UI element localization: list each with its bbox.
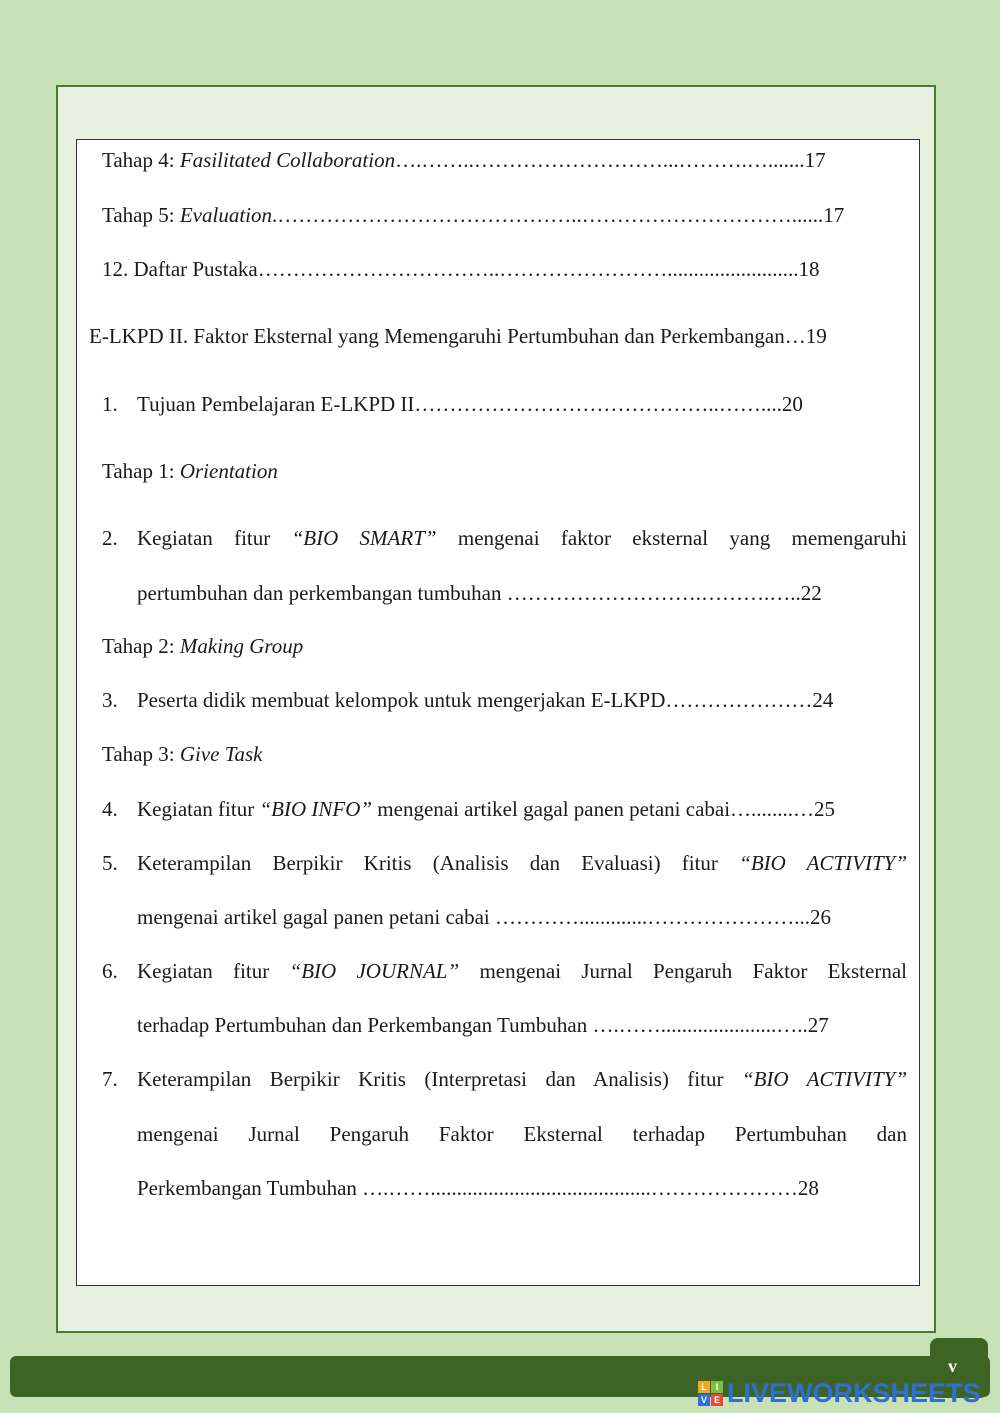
toc-tahap5-page: .……………………………………..…………………………......17 <box>272 203 845 227</box>
item7-line3: Perkembangan Tumbuhan ….……..........................................…………………28 <box>137 1176 819 1200</box>
item7-feature: “BIO ACTIVITY” <box>741 1067 907 1091</box>
stage3-heading <box>102 741 907 767</box>
stage2-heading <box>102 633 907 659</box>
item6-number: 6. <box>102 959 118 983</box>
logo-text: LIVEWORKSHEETS <box>727 1377 981 1408</box>
item2-line2: pertumbuhan dan perkembangan tumbuhan ……………………….……….…..22 <box>137 581 822 605</box>
item4-prefix: Kegiatan fitur <box>137 797 260 821</box>
toc-tahap5-title: Evaluation <box>179 203 272 227</box>
stage3-title: Give Task <box>179 742 263 766</box>
item4-suffix: mengenai artikel gagal panen petani cabai…........…25 <box>372 797 836 821</box>
stage1-heading <box>102 458 907 484</box>
item5-line2: mengenai artikel gagal panen petani cabai ………….............…………………...26 <box>137 905 831 929</box>
item7-line1 <box>137 1066 907 1092</box>
logo-letter-e: E <box>711 1394 723 1406</box>
item6-prefix: Kegiatan fitur <box>137 959 290 983</box>
stage1-title: Orientation <box>179 459 278 483</box>
logo-icon <box>698 1381 723 1406</box>
item5-feature: “BIO ACTIVITY” <box>739 851 907 875</box>
item4-feature: “BIO INFO” <box>259 797 373 821</box>
stage1-prefix: Tahap 1: <box>102 459 180 483</box>
item1-number: 1. <box>102 392 118 416</box>
item2-line1 <box>137 525 907 551</box>
logo-letter-l: L <box>698 1381 710 1393</box>
logo-letter-i: I <box>711 1381 723 1393</box>
item6-feature: “BIO JOURNAL” <box>289 959 460 983</box>
item2-feature: “BIO SMART” <box>291 526 437 550</box>
item7-line2: mengenai Jurnal Pengaruh Faktor Eksternal terhadap Pertumbuhan dan <box>137 1122 907 1146</box>
item4-text <box>137 796 907 822</box>
item6-line1 <box>137 958 907 984</box>
toc-tahap5-prefix: Tahap 5: <box>102 203 180 227</box>
page-number: v <box>948 1356 957 1376</box>
item6-suffix: mengenai Jurnal Pengaruh Faktor Eksternal <box>459 959 907 983</box>
toc-tahap4-title: Fasilitated Collaboration <box>179 148 396 172</box>
stage2-title: Making Group <box>179 634 304 658</box>
item1-text: Tujuan Pembelajaran E-LKPD II……………………………………..……....20 <box>137 392 803 416</box>
item6-line2: terhadap Pertumbuhan dan Perkembangan Tumbuhan ….……......................…..27 <box>137 1013 829 1037</box>
item2-number: 2. <box>102 526 118 550</box>
item3-number: 3. <box>102 688 118 712</box>
item4-number: 4. <box>102 797 118 821</box>
toc-tahap4-page: ….……..………………………...……….….......17 <box>395 148 826 172</box>
item2-prefix: Kegiatan fitur <box>137 526 292 550</box>
item7-number: 7. <box>102 1067 118 1091</box>
toc-daftar-pustaka: 12. Daftar Pustaka……………………………..…………………….........................18 <box>102 257 820 281</box>
toc-tahap4-prefix: Tahap 4: <box>102 148 180 172</box>
item5-number: 5. <box>102 851 118 875</box>
item2-suffix: mengenai faktor eksternal yang memengaruhi <box>436 526 907 550</box>
logo-letter-v: V <box>698 1394 710 1406</box>
toc-tahap5 <box>102 202 907 228</box>
stage3-prefix: Tahap 3: <box>102 742 180 766</box>
item5-line1 <box>137 850 907 876</box>
item5-prefix: Keterampilan Berpikir Kritis (Analisis dan Evaluasi) fitur <box>137 851 740 875</box>
stage2-prefix: Tahap 2: <box>102 634 180 658</box>
toc-tahap4 <box>102 147 907 173</box>
item7-prefix: Keterampilan Berpikir Kritis (Interpretasi dan Analisis) fitur <box>137 1067 742 1091</box>
section-title: E-LKPD II. Faktor Eksternal yang Memengaruhi Pertumbuhan dan Perkembangan…19 <box>89 324 827 348</box>
item3-text: Peserta didik membuat kelompok untuk mengerjakan E-LKPD…………………24 <box>137 688 834 712</box>
liveworksheets-logo[interactable] <box>698 1378 981 1408</box>
